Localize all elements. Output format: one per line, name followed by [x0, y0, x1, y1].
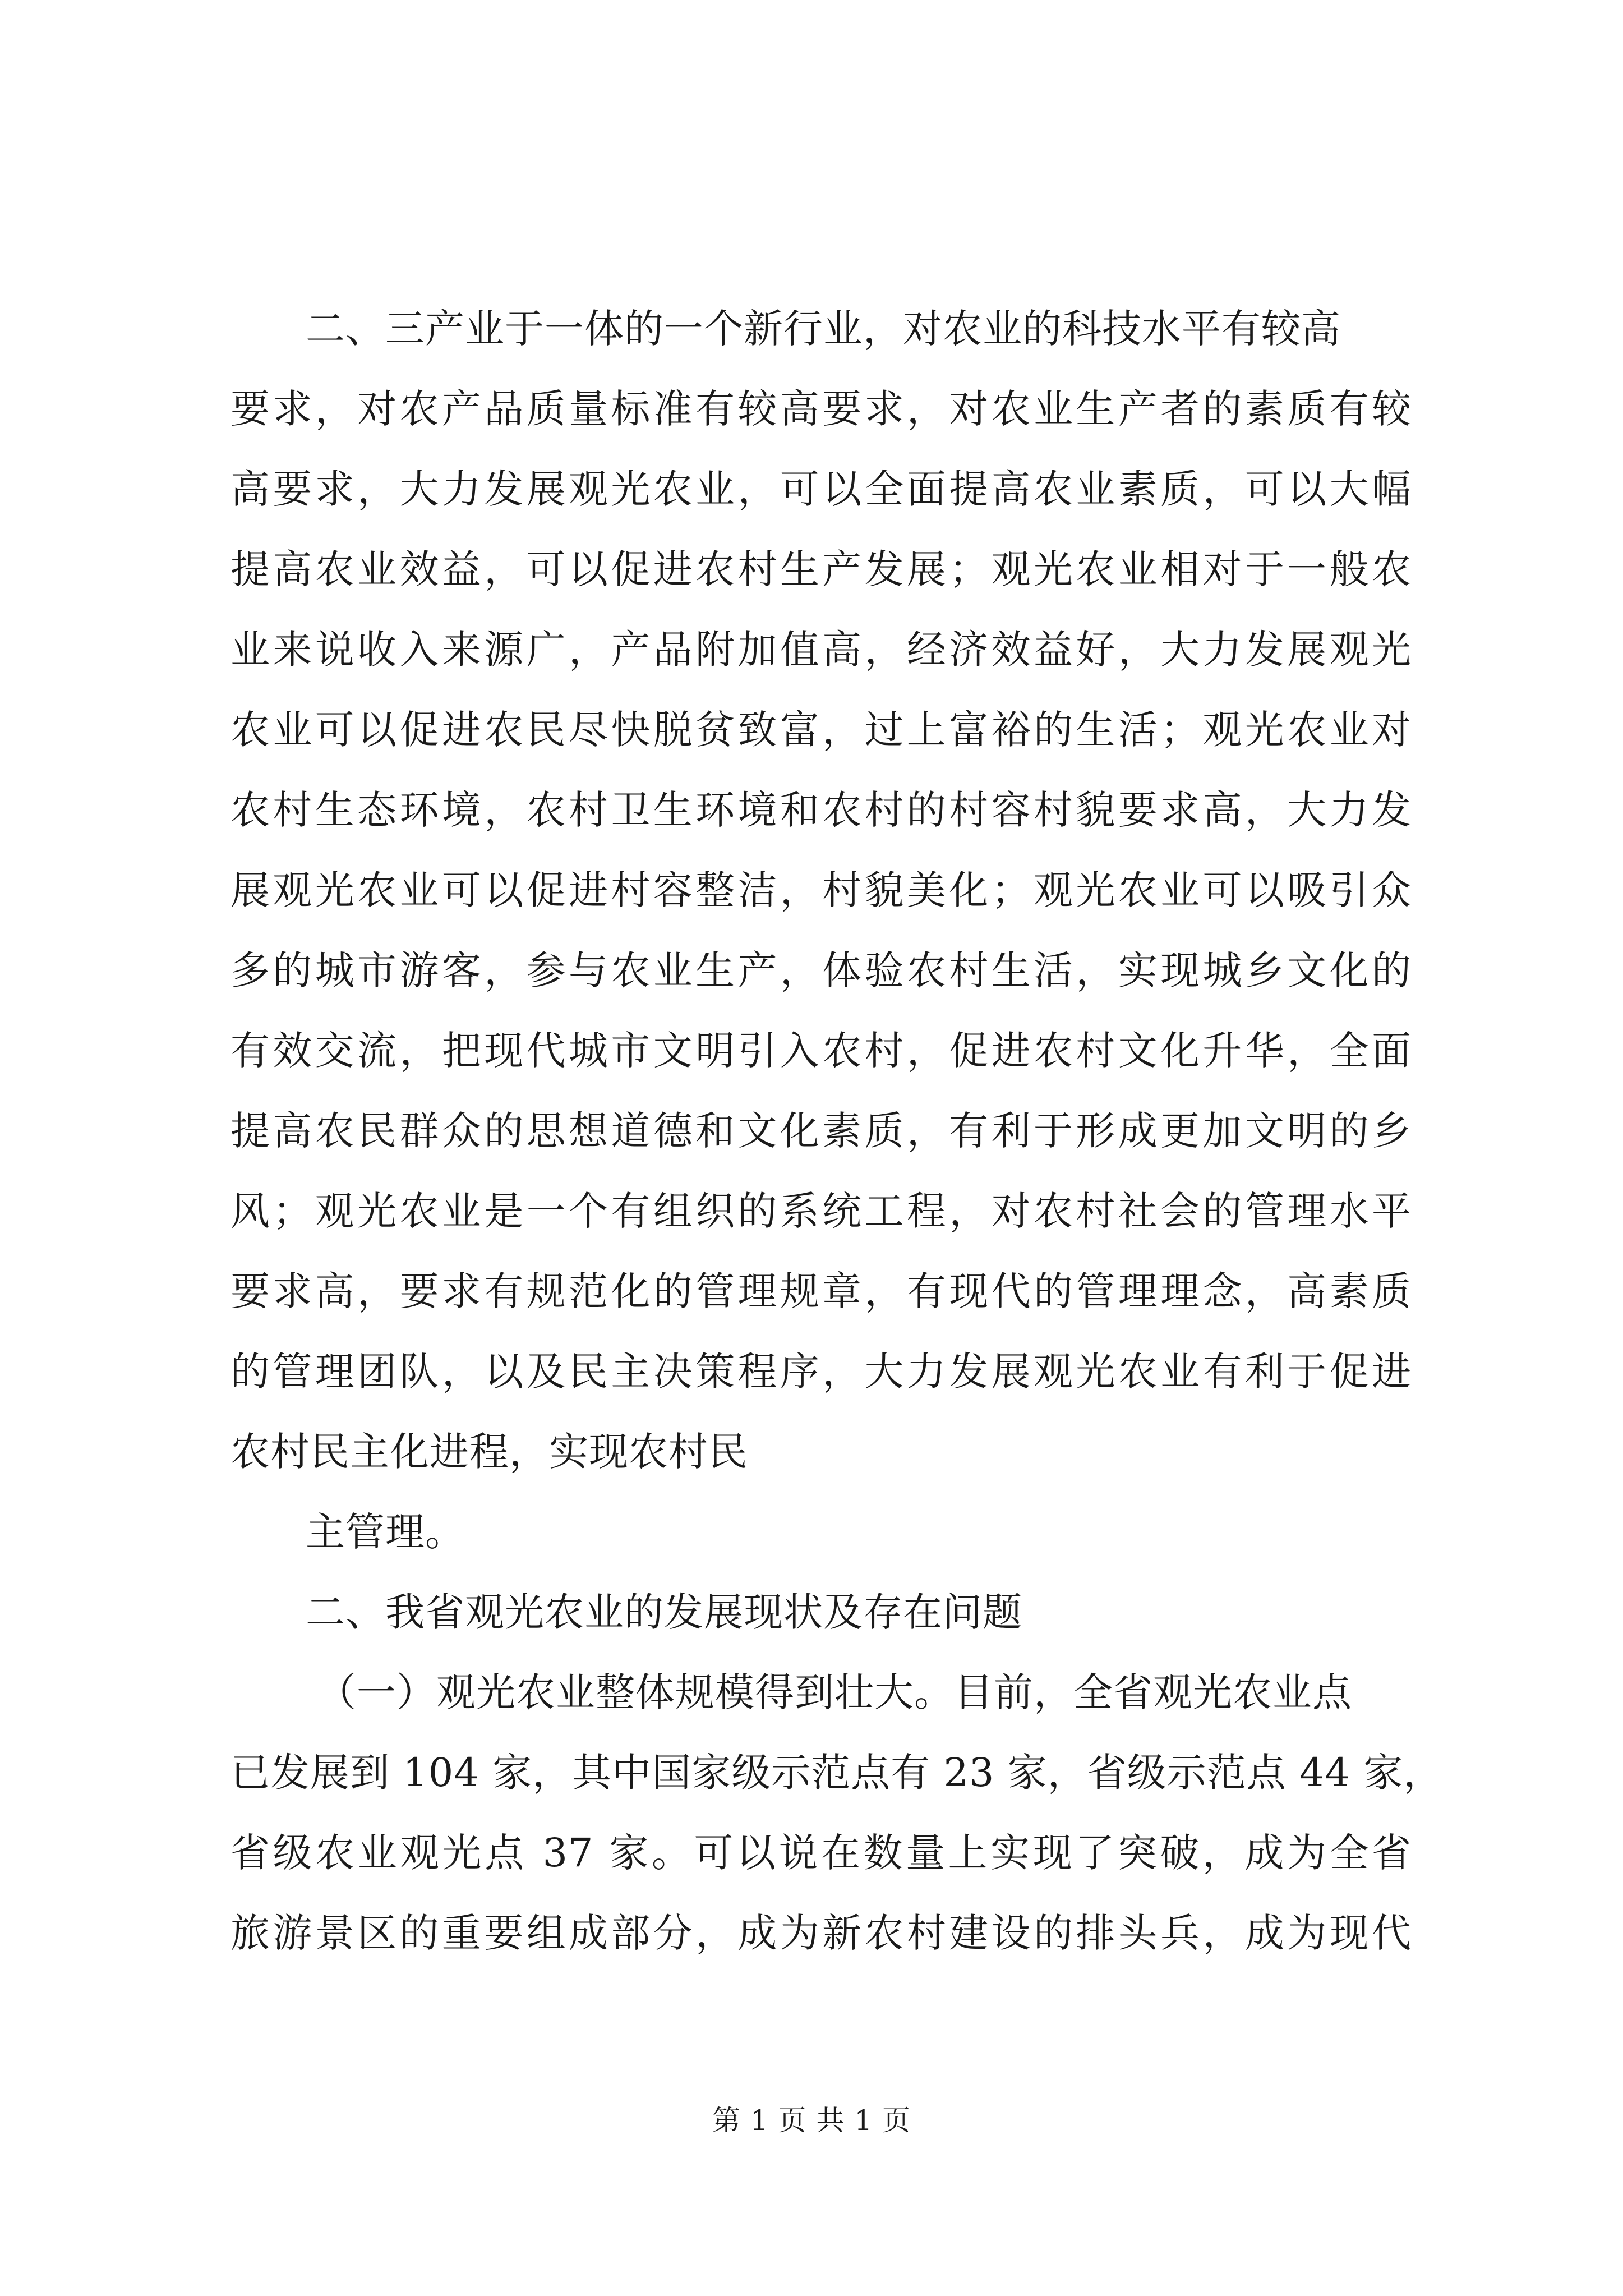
text-line-2: 要求，对农产品质量标准有较高要求，对农业生产者的素质有较: [230, 386, 1412, 432]
text-line-11: 提高农民群众的思想道德和文化素质，有利于形成更加文明的乡: [230, 1108, 1412, 1154]
body-text: [230, 289, 1444, 1973]
text-line-8: 展观光农业可以促进村容整洁，村貌美化；观光农业可以吸引众: [230, 867, 1412, 913]
text-line-10: 有效交流，把现代城市文明引入农村，促进农村文化升华，全面: [230, 1028, 1412, 1074]
text-line-3: 高要求，大力发展观光农业，可以全面提高农业素质，可以大幅: [230, 466, 1412, 512]
text-line-18: （一）观光农业整体规模得到壮大。目前，全省观光农业点: [317, 1669, 1352, 1715]
text-line-9: 多的城市游客，参与农业生产，体验农村生活，实现城乡文化的: [230, 947, 1412, 993]
text-line-5: 业来说收入来源广，产品附加值高，经济效益好，大力发展观光: [230, 627, 1412, 673]
text-line-12: 风；观光农业是一个有组织的系统工程，对农村社会的管理水平: [230, 1188, 1412, 1234]
text-line-19: 已发展到 104 家，其中国家级示范点有 23 家，省级示范点 44 家，: [230, 1750, 1444, 1796]
text-line-14: 的管理团队，以及民主决策程序，大力发展观光农业有利于促进: [230, 1349, 1412, 1395]
text-line-7: 农村生态环境，农村卫生环境和农村的村容村貌要求高，大力发: [230, 787, 1412, 833]
text-line-6: 农业可以促进农民尽快脱贫致富，过上富裕的生活；观光农业对: [230, 707, 1412, 753]
text-line-4: 提高农业效益，可以促进农村生产发展；观光农业相对于一般农: [230, 546, 1412, 592]
text-line-13: 要求高，要求有规范化的管理规章，有现代的管理理念，高素质: [230, 1268, 1412, 1314]
text-line-20: 省级农业观光点 37 家。可以说在数量上实现了突破，成为全省: [230, 1830, 1412, 1876]
text-line-16: 主管理。: [306, 1509, 465, 1555]
text-line-1: 二、三产业于一体的一个新行业，对农业的科技水平有较高: [306, 306, 1341, 352]
text-line-15: 农村民主化进程，实现农村民: [230, 1429, 748, 1475]
page-footer: 第 1 页 共 1 页: [712, 2104, 911, 2137]
section-heading: 二、我省观光农业的发展现状及存在问题: [306, 1589, 1022, 1635]
text-line-21: 旅游景区的重要组成部分，成为新农村建设的排头兵，成为现代: [230, 1910, 1412, 1956]
